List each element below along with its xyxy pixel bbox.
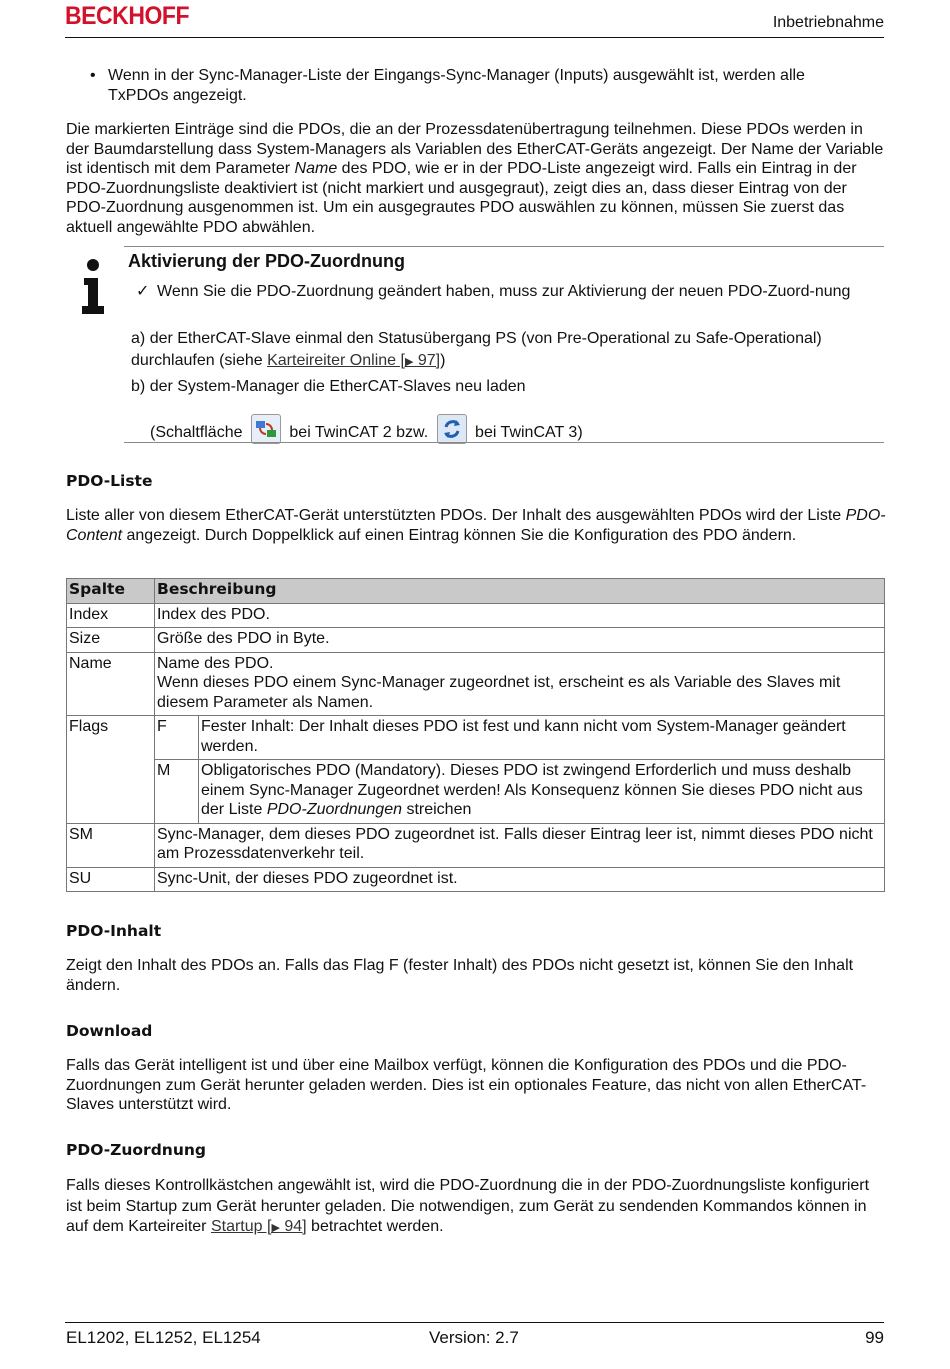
twincat2-reload-icon (251, 414, 281, 444)
note-top-rule (124, 246, 884, 247)
intro-bullet-text: Wenn in der Sync-Manager-Liste der Eingangs-Sync-Manager (Inputs) ausgewählt ist, werden alle TxPDOs angezeigt. (108, 67, 805, 104)
name-desc-line-2: Wenn dieses PDO einem Sync-Manager zugeordnet ist, erscheint es als Variable des Slaves mit diesem Parameter als Namen. (157, 674, 841, 711)
name-desc-line-1: Name des PDO. (157, 654, 274, 672)
table-row (67, 867, 885, 892)
online-link-text: Karteireiter Online [ (267, 352, 405, 369)
pdo-zuordnung-heading: PDO-Zuordnung (66, 1141, 206, 1159)
table-header: Beschreibung (155, 579, 885, 604)
pdo-columns-table (66, 578, 885, 892)
page-number: 99 (865, 1328, 884, 1347)
note-item-b-label: b) (131, 378, 146, 395)
pdo-content-italic: PDO-Content (66, 507, 886, 544)
pdo-liste-text (66, 506, 886, 545)
flag-m-italic: PDO-Zuordnungen (266, 801, 402, 818)
table-row (67, 603, 885, 628)
twincat3-reload-icon (437, 414, 467, 444)
table-cell: Name (67, 652, 155, 716)
button-text-mid: bei TwinCAT 2 bzw. (289, 424, 429, 441)
note-item-a-label: a) (131, 330, 146, 347)
table-cell: Index des PDO. (155, 603, 885, 628)
note-item-b-text: der System-Manager die EtherCAT-Slaves neu laden (149, 378, 526, 395)
header-divider (65, 37, 884, 38)
table-row (67, 760, 885, 824)
table-cell: Sync-Manager, dem dieses PDO zugeordnet ist. Falls dieser Eintrag leer ist, nimmt dieses PDO nicht am Prozessdatenverkehr teil. (155, 823, 885, 867)
flag-m-text: Obligatorisches PDO (Mandatory). Dieses PDO ist zwingend Erforderlich und muss deshalb einem Sync-Manager Zugeordnet werden! Als Konsequenz können Sie dieses PDO nicht aus der Liste (201, 762, 863, 818)
note-buttons-line (150, 414, 850, 444)
startup-link-page: 94] (279, 1218, 307, 1235)
flag-m-end: streichen (402, 801, 472, 818)
checkmark-icon: ✓ (136, 283, 150, 300)
pdo-zuordnung-text (66, 1176, 886, 1239)
section-title: Inbetriebnahme (772, 14, 884, 31)
pdo-liste-text-1: Liste aller von diesem EtherCAT-Gerät unterstützten PDOs. Der Inhalt des ausgewählten PDOs wird der Liste (66, 507, 846, 524)
table-cell: Size (67, 628, 155, 653)
table-cell (199, 760, 885, 824)
table-cell: Flags (67, 716, 155, 824)
triangle-right-icon: ▶ (271, 1222, 280, 1234)
table-row (67, 628, 885, 653)
pdo-inhalt-heading: PDO-Inhalt (66, 922, 162, 940)
intro-text-1: Die markierten Einträge sind die PDOs, die an der Prozessdatenübertragung teilnehmen. Diese PDOs werden in der Baumdarstellung dass System-Managers als Variablen des EtherCAT-Geräts angezeigt. Der Name der Variable ist identisch mit dem Parameter (66, 121, 884, 177)
startup-link-text: Startup [ (210, 1218, 272, 1235)
pdo-liste-text-2: angezeigt. Durch Doppelklick auf einen Eintrag können Sie die Konfiguration des PDO ändern. (122, 526, 797, 544)
table-cell: Größe des PDO in Byte. (155, 628, 885, 653)
table-cell (155, 652, 885, 716)
triangle-right-icon: ▶ (404, 356, 414, 368)
table-cell: SU (67, 867, 155, 892)
pdo-zuordnung-text-1: Falls dieses Kontrollkästchen angewählt ist, wird die PDO-Zuordnung die in der PDO-Zuordnungsliste konfiguriert ist beim Startup zum Gerät herunter geladen. Die notwendigen, zum Gerät zu sendenden Kommandos können in auf dem Karteireiter (66, 1177, 870, 1235)
intro-text-2: des PDO, wie er in der PDO-Liste angezeigt wird. Falls ein Eintrag in der PDO-Zuordnungsliste deaktiviert ist (nicht markiert und ausgegraut), zeigt dies an, dass dieser Eintrag von der PDO-Zuordnung ausgenommen ist. Um ein ausgegrautes PDO auswählen zu können, müssen Sie zuerst das aktuell angewählte PDO abwählen. (66, 160, 857, 236)
online-tab-link[interactable] (267, 352, 440, 369)
table-row (67, 823, 885, 867)
button-text-pre: (Schaltfläche (150, 424, 243, 441)
online-link-page: 97] (413, 352, 441, 369)
button-text-end: bei TwinCAT 3) (475, 424, 583, 441)
table-cell: M (155, 760, 199, 824)
note-title: Aktivierung der PDO-Zuordnung (128, 251, 405, 271)
note-item-a-end: ) (440, 352, 446, 369)
table-cell: SM (67, 823, 155, 867)
pdo-zuordnung-text-end: betrachtet werden. (306, 1218, 444, 1235)
note-item-b (131, 377, 871, 397)
info-icon (78, 258, 108, 316)
download-text: Falls das Gerät intelligent ist und über eine Mailbox verfügt, können die Konfiguration des PDOs und die PDO-Zuordnungen zum Gerät herunter geladen werden. Dies ist ein optionales Feature, das nicht von allen EtherCAT-Slaves unterstützt wird. (66, 1057, 867, 1113)
note-item-a-text: der EtherCAT-Slave einmal den Statusübergang PS (von Pre-Operational zu Safe-Operational) durchlaufen (siehe (131, 330, 822, 369)
table-cell: Index (67, 603, 155, 628)
intro-italic: Name (294, 160, 338, 177)
table-cell: Sync-Unit, der dieses PDO zugeordnet ist. (155, 867, 885, 892)
table-row (67, 652, 885, 716)
intro-paragraph (66, 120, 886, 237)
footer-divider (65, 1322, 884, 1323)
beckhoff-logo: BECKHOFF (65, 2, 190, 30)
bullet-dot: • (90, 67, 96, 84)
footer-products: EL1202, EL1252, EL1254 (66, 1328, 261, 1347)
startup-tab-link[interactable] (211, 1218, 307, 1235)
table-cell: Fester Inhalt: Der Inhalt dieses PDO ist fest und kann nicht vom System-Manager geändert werden. (199, 716, 885, 760)
pdo-inhalt-text: Zeigt den Inhalt des PDOs an. Falls das Flag F (fester Inhalt) des PDOs nicht gesetzt ist, können Sie den Inhalt ändern. (66, 957, 854, 994)
table-row (67, 716, 885, 760)
note-bottom-rule (124, 442, 884, 443)
note-item-a (131, 328, 871, 373)
table-header-row (67, 579, 885, 604)
note-check-text: Wenn Sie die PDO-Zuordnung geändert haben, muss zur Aktivierung der neuen PDO-Zuord-nung (157, 283, 851, 300)
table-header: Spalte (67, 579, 155, 604)
table-cell: F (155, 716, 199, 760)
footer-version: Version: 2.7 (429, 1328, 519, 1347)
download-heading: Download (66, 1022, 153, 1040)
pdo-liste-heading: PDO-Liste (66, 472, 153, 490)
